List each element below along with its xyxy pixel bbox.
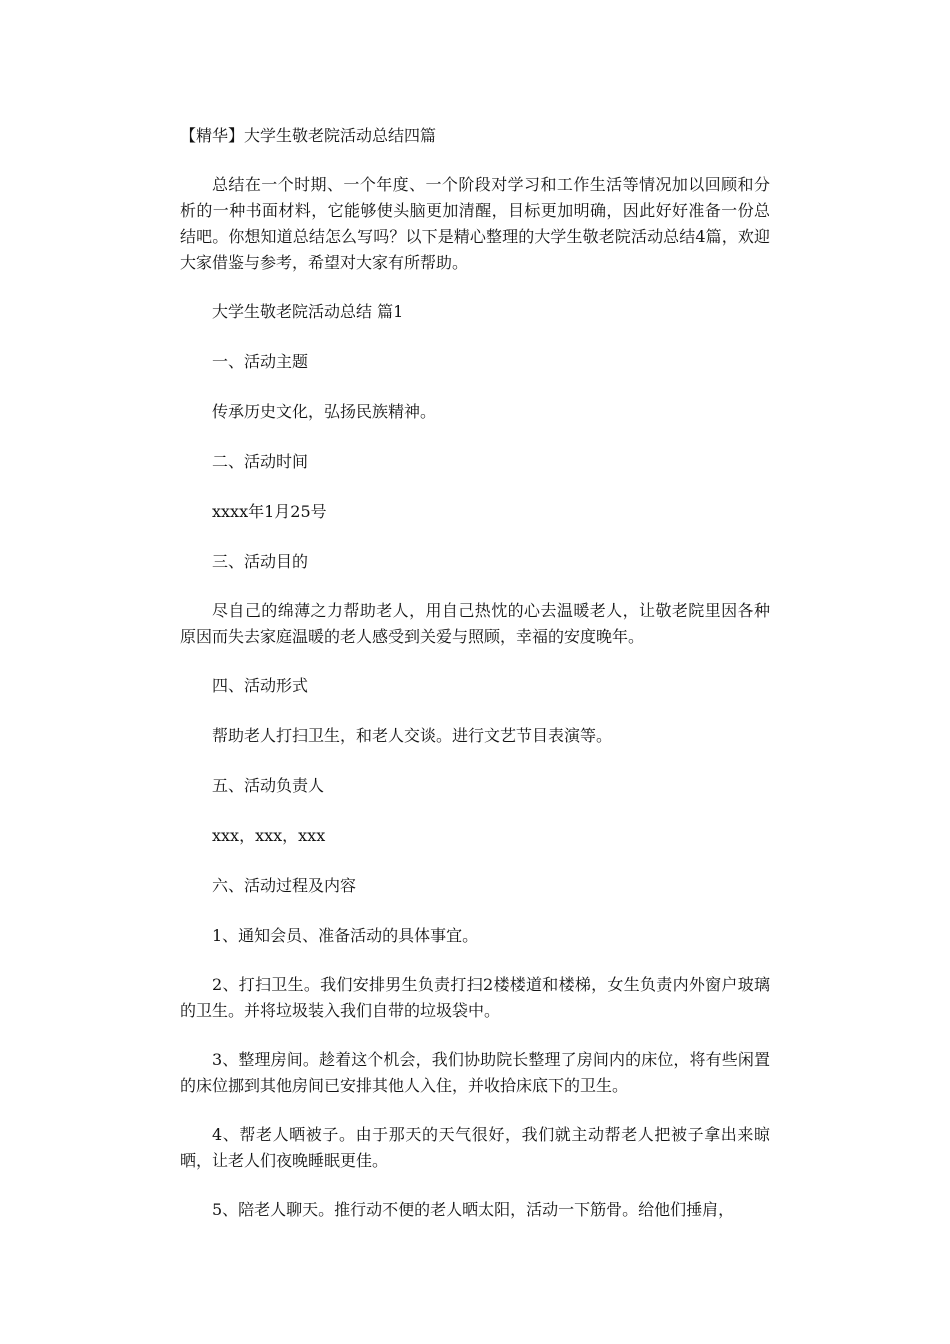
step-2-text: 2、打扫卫生。我们安排男生负责打扫2楼楼道和楼梯，女生负责内外窗户玻璃的卫生。并将垃圾装入我们自带的垃圾袋中。: [180, 975, 770, 1020]
heading-activity-purpose: 三、活动目的: [212, 552, 309, 571]
activity-theme-text: 传承历史文化，弘扬民族精神。: [212, 402, 437, 421]
document-title: 【精华】大学生敬老院活动总结四篇: [180, 126, 437, 145]
activity-form-text: 帮助老人打扫卫生，和老人交谈。进行文艺节目表演等。: [212, 726, 613, 745]
activity-time-text: xxxx年1月25号: [212, 502, 327, 521]
heading-activity-leaders: 五、活动负责人: [212, 776, 325, 795]
heading-activity-time: 二、活动时间: [212, 452, 309, 471]
step-5-text: 5、陪老人聊天。推行动不便的老人晒太阳，活动一下筋骨。给他们捶肩，: [212, 1200, 735, 1219]
section-heading: 大学生敬老院活动总结 篇1: [212, 302, 404, 321]
activity-leaders-text: xxx，xxx，xxx: [212, 826, 326, 845]
intro-paragraph: 总结在一个时期、一个年度、一个阶段对学习和工作生活等情况加以回顾和分析的一种书面材料，它能够使头脑更加清醒，目标更加明确，因此好好准备一份总结吧。你想知道总结怎么写吗？以下是精心整理的大学生敬老院活动总结4篇，欢迎大家借鉴与参考，希望对大家有所帮助。: [180, 175, 770, 272]
step-1-text: 1、通知会员、准备活动的具体事宜。: [212, 926, 479, 945]
step-3-text: 3、整理房间。趁着这个机会，我们协助院长整理了房间内的床位，将有些闲置的床位挪到其他房间已安排其他人入住，并收拾床底下的卫生。: [180, 1050, 770, 1095]
step-4-text: 4、帮老人晒被子。由于那天的天气很好，我们就主动帮老人把被子拿出来晾晒，让老人们夜晚睡眠更佳。: [180, 1125, 770, 1170]
heading-activity-form: 四、活动形式: [212, 676, 309, 695]
heading-activity-process: 六、活动过程及内容: [212, 876, 357, 895]
activity-purpose-text: 尽自己的绵薄之力帮助老人，用自己热忱的心去温暖老人，让敬老院里因各种原因而失去家庭温暖的老人感受到关爱与照顾，幸福的安度晚年。: [180, 601, 770, 646]
heading-activity-theme: 一、活动主题: [212, 352, 309, 371]
